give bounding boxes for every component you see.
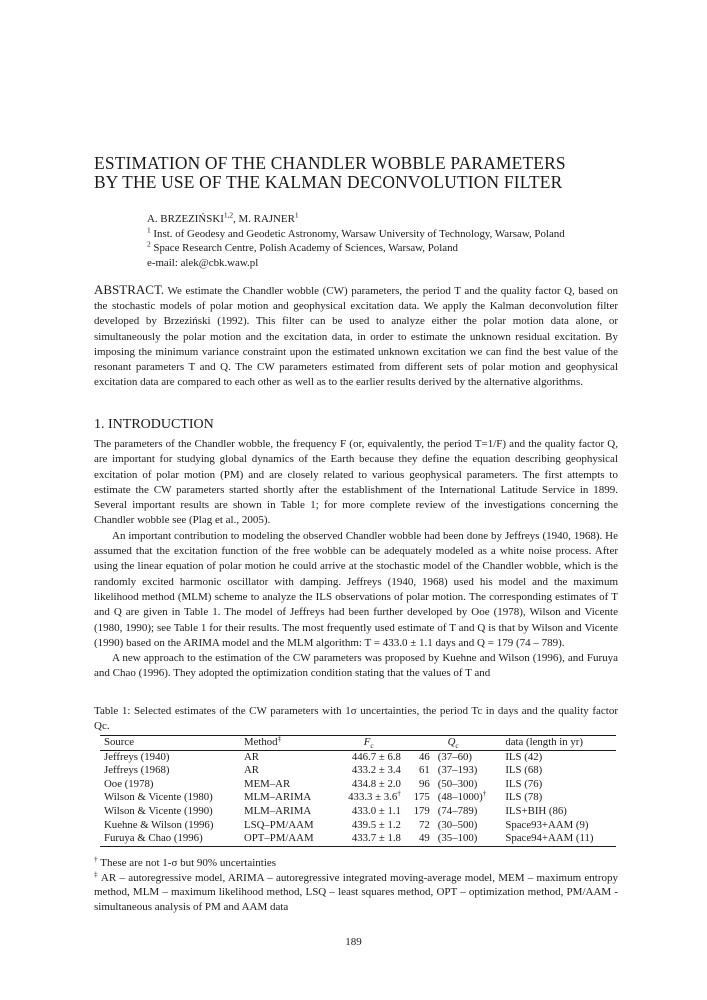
affiliation-2-text: Space Research Centre, Polish Academy of Sciences, Warsaw, Poland xyxy=(150,242,459,255)
cell-source xyxy=(100,819,240,833)
header-fc xyxy=(332,736,404,751)
header-qc-sub: c xyxy=(455,741,459,751)
abstract xyxy=(94,282,618,390)
cell-data-value: ILS (78) xyxy=(505,791,543,804)
cell-source xyxy=(100,791,240,805)
cell-fc xyxy=(332,819,404,833)
footnotes xyxy=(94,856,618,914)
header-qc-label: Q xyxy=(447,736,456,748)
footnote-double-dagger xyxy=(94,868,618,915)
cell-q xyxy=(405,750,434,764)
cw-parameters-table xyxy=(100,735,616,847)
footnote-double-dagger-mark: ‡ xyxy=(94,868,99,878)
cell-source xyxy=(100,764,240,778)
author-2: , M. RAJNER xyxy=(233,213,295,225)
cell-source-value: Jeffreys (1940) xyxy=(104,750,170,763)
cell-qr xyxy=(434,819,502,833)
cell-q-value: 72 xyxy=(419,818,430,831)
cell-fc xyxy=(332,750,404,764)
footnote-double-dagger-text: AR – autoregressive model, ARIMA – autoregressive integrated moving-average model, MEM – maximum entropy method, MLM – maximum likelihood method, LSQ – least squares method, OPT – optimization method, PM/AAM - simultaneous analysis of PM and AAM data xyxy=(94,871,618,913)
cell-qr-mark: † xyxy=(482,788,487,798)
cell-qr-value: (48–1000) xyxy=(437,791,483,804)
cell-data-value: Space93+AAM (9) xyxy=(505,818,589,831)
cell-fc xyxy=(332,788,404,805)
footnote-dagger-mark: † xyxy=(94,854,98,864)
cell-source-value: Wilson & Vicente (1990) xyxy=(104,804,213,817)
cell-data xyxy=(501,750,616,764)
cell-qr xyxy=(434,832,502,846)
cell-source xyxy=(100,805,240,819)
cell-fc-value: 433.7 ± 1.8 xyxy=(351,832,401,845)
table-row xyxy=(100,764,616,778)
paper-title xyxy=(94,154,634,192)
cell-method xyxy=(240,832,333,846)
cell-method xyxy=(240,791,333,805)
table-row xyxy=(100,750,616,764)
cell-qr-value: (35–100) xyxy=(437,832,478,845)
cell-q xyxy=(405,764,434,778)
cell-fc-value: 446.7 ± 6.8 xyxy=(351,750,401,763)
footnote-dagger-text: These are not 1-σ but 90% uncertainties xyxy=(97,857,277,869)
affiliation-1-text: Inst. of Geodesy and Geodetic Astronomy, Warsaw University of Technology, Warsaw, Poland xyxy=(150,227,565,240)
author-email: e-mail: alek@cbk.waw.pl xyxy=(147,256,259,269)
cell-method-value: AR xyxy=(243,764,259,777)
cell-data xyxy=(501,832,616,846)
cell-fc xyxy=(332,764,404,778)
cell-fc-value: 434.8 ± 2.0 xyxy=(351,777,401,790)
table-row xyxy=(100,791,616,805)
cell-q-value: 175 xyxy=(413,791,430,804)
author-names xyxy=(147,212,627,227)
cell-qr-value: (37–193) xyxy=(437,764,478,777)
table-caption: Table 1: Selected estimates of the CW parameters with 1σ uncertainties, the period Tc in days and the quality factor Qc. xyxy=(94,705,618,732)
author-1: A. BRZEZIŃSKI xyxy=(147,213,224,225)
cell-data-value: ILS (68) xyxy=(505,764,543,777)
cell-qr xyxy=(434,788,502,805)
cell-data xyxy=(501,778,616,792)
table-row xyxy=(100,778,616,792)
cell-q xyxy=(405,832,434,846)
header-source: Source xyxy=(100,736,240,751)
header-fc-sub: c xyxy=(370,741,374,751)
abstract-text: We estimate the Chandler wobble (CW) parameters, the period T and the quality factor Q, based on the stochastic models of polar motion and geophysical excitation data. We apply the Kalman deconvolution filter developed by Brzeziński (1992). This filter can be used to analyze either the polar motion data alone, or simultaneously the polar motion and the excitation data, in order to estimate the unknown residual excitation. By imposing the minimum variance constraint upon the estimated unknown excitation we can find the best value of the resonant parameters T and Q. The CW parameters estimated from different sets of polar motion and geophysical excitation data are compared to each other as well as to the earlier results derived by the alternative algorithms. xyxy=(94,285,618,389)
header-fc-label: F xyxy=(363,736,371,748)
cell-method xyxy=(240,819,333,833)
cell-q-value: 179 xyxy=(413,804,430,817)
cell-q-value: 46 xyxy=(419,750,430,763)
cell-fc-mark: † xyxy=(397,788,401,798)
header-data: data (length in yr) xyxy=(501,736,616,751)
cell-method-value: OPT–PM/AAM xyxy=(243,832,314,845)
cell-q xyxy=(405,805,434,819)
page-number: 189 xyxy=(345,936,362,948)
paragraph-3: A new approach to the estimation of the CW parameters was proposed by Kuehne and Wilson (1996), and Furuya and Chao (1996). They adopted the optimization condition stating that the values of T and xyxy=(94,652,618,680)
header-method xyxy=(240,733,333,751)
cell-qr-value: (74–789) xyxy=(437,804,478,817)
cell-qr-value: (37–60) xyxy=(437,750,472,763)
affiliation-1 xyxy=(147,224,627,242)
cell-qr xyxy=(434,750,502,764)
table-body xyxy=(100,750,616,846)
cell-method-value: MEM–AR xyxy=(243,777,291,790)
cell-data xyxy=(501,764,616,778)
cell-fc xyxy=(332,805,404,819)
cell-qr-value: (50–300) xyxy=(437,777,478,790)
header-method-label: Method xyxy=(243,736,278,748)
cell-qr xyxy=(434,778,502,792)
cell-fc xyxy=(332,832,404,846)
cell-q xyxy=(405,819,434,833)
cell-method-value: MLM–ARIMA xyxy=(243,804,312,817)
cell-data-value: ILS+BIH (86) xyxy=(505,804,567,817)
cell-method-value: AR xyxy=(243,750,259,763)
cell-method-value: MLM–ARIMA xyxy=(243,791,312,804)
cell-fc-value: 433.2 ± 3.4 xyxy=(351,764,401,777)
section-heading: 1. INTRODUCTION xyxy=(94,417,214,432)
cell-fc xyxy=(332,778,404,792)
cell-qr xyxy=(434,764,502,778)
cell-method xyxy=(240,805,333,819)
cell-source-value: Kuehne & Wilson (1996) xyxy=(104,818,214,831)
cell-data xyxy=(501,791,616,805)
cell-fc-value: 433.3 ± 3.6 xyxy=(348,791,398,804)
cell-source xyxy=(100,750,240,764)
cell-q-value: 96 xyxy=(419,777,430,790)
cell-data-value: ILS (42) xyxy=(505,750,543,763)
header-method-mark: ‡ xyxy=(277,733,282,743)
cell-qr xyxy=(434,805,502,819)
cell-source-value: Wilson & Vicente (1980) xyxy=(104,791,213,804)
paragraph-1: The parameters of the Chandler wobble, the frequency F (or, equivalently, the period T=1/F) and the quality factor Q, are important for studying global dynamics of the Earth because they define the equation describing geophysical excitation of polar motion (PM) and are closely related to various geophysical parameters. The first attempts to estimate the CW parameters started shortly after the establishment of the International Latitude Service in 1899. Several important results are shown in Table 1; for more complete review of the investigations concerning the Chandler wobble see (Plag et al., 2005). xyxy=(94,438,618,527)
title-line-2: BY THE USE OF THE KALMAN DECONVOLUTION FILTER xyxy=(94,172,563,192)
affiliation-2-mark: 2 xyxy=(147,239,151,249)
cell-method xyxy=(240,750,333,764)
cell-q xyxy=(405,791,434,805)
cell-method xyxy=(240,778,333,792)
cell-source-value: Ooe (1978) xyxy=(104,777,154,790)
footnote-dagger xyxy=(94,856,618,871)
affiliation-1-mark: 1 xyxy=(147,224,151,234)
table-row xyxy=(100,832,616,846)
cell-source-value: Furuya & Chao (1996) xyxy=(104,832,203,845)
cell-method xyxy=(240,764,333,778)
cell-data xyxy=(501,805,616,819)
abstract-heading: ABSTRACT. xyxy=(94,282,165,297)
cell-q xyxy=(405,778,434,792)
affiliation-2 xyxy=(147,241,627,256)
cell-data-value: Space94+AAM (11) xyxy=(505,832,594,845)
table-header-row xyxy=(100,736,616,751)
header-qc xyxy=(405,736,501,751)
introduction-body xyxy=(94,437,618,682)
author-1-affiliation-mark: 1,2 xyxy=(223,210,234,220)
cell-source xyxy=(100,832,240,846)
cell-source xyxy=(100,778,240,792)
table-row xyxy=(100,805,616,819)
cell-data xyxy=(501,819,616,833)
cell-fc-value: 433.0 ± 1.1 xyxy=(351,804,401,817)
cell-q-value: 49 xyxy=(419,832,430,845)
cell-fc-value: 439.5 ± 1.2 xyxy=(351,818,401,831)
paragraph-2: An important contribution to modeling the observed Chandler wobble had been done by Jeffreys (1940, 1968). He assumed that the excitation function of the free wobble can be adequately modeled as a white noise process. After using the linear equation of polar motion he could arrive at the stochastic model of the Chandler wobble, which is the randomly excited harmonic oscillator with damping. Jeffreys (1940, 1968) used his model and the maximum likelihood method (MLM) scheme to analyze the ILS observations of polar motion. The corresponding estimates of T and Q are given in Table 1. The model of Jeffreys had been further developed by Ooe (1978), Wilson and Vicente (1980, 1990); see Table 1 for their results. The most frequently used estimate of T and Q is that by Wilson and Vicente (1990) based on the ARIMA model and the MLM algorithm: T = 433.0 ± 1.1 days and Q = 179 (74 – 789). xyxy=(94,529,618,649)
cell-source-value: Jeffreys (1968) xyxy=(104,764,170,777)
cell-data-value: ILS (76) xyxy=(505,777,543,790)
table-row xyxy=(100,819,616,833)
cell-qr-value: (30–500) xyxy=(437,818,478,831)
author-block xyxy=(147,212,627,270)
cell-method-value: LSQ–PM/AAM xyxy=(243,818,314,831)
title-line-1: ESTIMATION OF THE CHANDLER WOBBLE PARAMETERS xyxy=(94,153,566,173)
author-2-affiliation-mark: 1 xyxy=(294,210,299,220)
cell-q-value: 61 xyxy=(419,764,430,777)
